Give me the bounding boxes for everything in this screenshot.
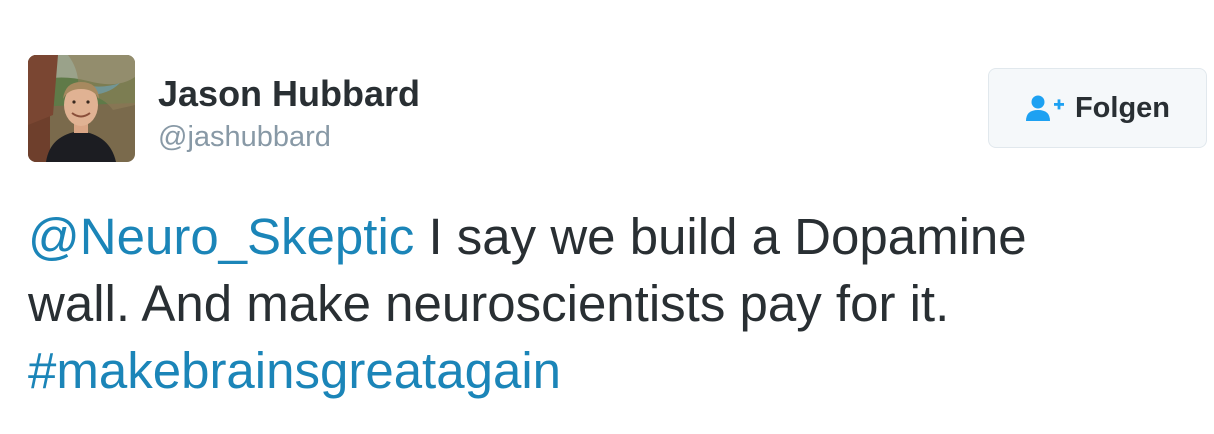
user-display-name[interactable]: Jason Hubbard — [158, 73, 421, 114]
avatar[interactable] — [28, 55, 135, 162]
add-user-icon — [1025, 94, 1065, 122]
hashtag-link[interactable]: #makebrainsgreatagain — [28, 342, 562, 399]
tweet-body-line1: I say we build a Dopamine — [414, 208, 1027, 265]
avatar-photo — [28, 55, 135, 162]
follow-button-label: Folgen — [1074, 91, 1171, 124]
tweet-body-line2: wall. And make neuroscientists pay for it. — [28, 275, 950, 332]
mention-link[interactable]: @Neuro_Skeptic — [28, 208, 415, 265]
user-handle[interactable]: @jashubbard — [158, 121, 331, 153]
tweet-text — [28, 203, 1208, 404]
follow-button[interactable] — [988, 68, 1207, 148]
